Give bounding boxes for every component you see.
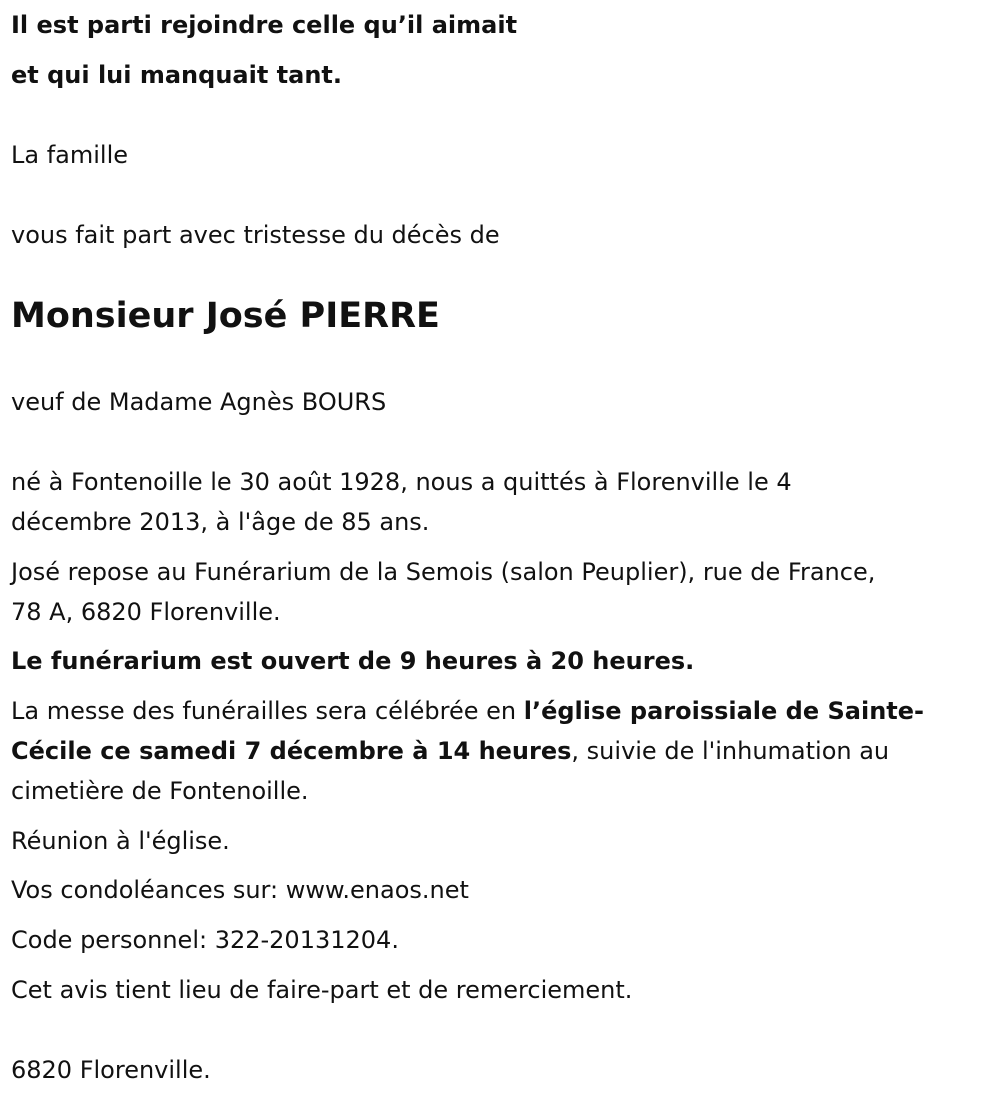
- condolences-text: Vos condoléances sur: www.enaos.net: [11, 876, 469, 904]
- mass-line-3: cimetière de Fontenoille.: [11, 777, 309, 805]
- meeting-text: Réunion à l'église.: [11, 827, 230, 855]
- repose-line-2: 78 A, 6820 Florenville.: [11, 598, 281, 626]
- intro-line-1: Il est parti rejoindre celle qu’il aimait: [11, 11, 518, 39]
- mass-date-time: Cécile ce samedi 7 décembre à 14 heures: [11, 737, 572, 765]
- widower-of: veuf de Madame Agnès BOURS: [11, 388, 387, 416]
- location-text: 6820 Florenville.: [11, 1056, 211, 1084]
- announcement-text: vous fait part avec tristesse du décès de: [11, 221, 500, 249]
- family-label: La famille: [11, 141, 129, 169]
- repose-line-1: José repose au Funérarium de la Semois (salon Peuplier), rue de France,: [11, 558, 876, 586]
- intro-line-2: et qui lui manquait tant.: [11, 61, 342, 89]
- mass-line-1: [11, 691, 924, 731]
- mass-line-2: [11, 731, 889, 771]
- mass-line-2-plain: , suivie de l'inhumation au: [571, 737, 890, 765]
- birth-death-line-2: décembre 2013, à l'âge de 85 ans.: [11, 508, 430, 536]
- personal-code: Code personnel: 322-20131204.: [11, 926, 399, 954]
- mass-church-name: l’église paroissiale de Sainte-: [523, 697, 924, 725]
- funerarium-hours: Le funérarium est ouvert de 9 heures à 20 heures.: [11, 647, 695, 675]
- mass-line-1-plain: La messe des funérailles sera célébrée en: [11, 697, 524, 725]
- deceased-name: Monsieur José PIERRE: [11, 296, 440, 336]
- notice-text: Cet avis tient lieu de faire-part et de remerciement.: [11, 976, 633, 1004]
- birth-death-line-1: né à Fontenoille le 30 août 1928, nous a quittés à Florenville le 4: [11, 468, 792, 496]
